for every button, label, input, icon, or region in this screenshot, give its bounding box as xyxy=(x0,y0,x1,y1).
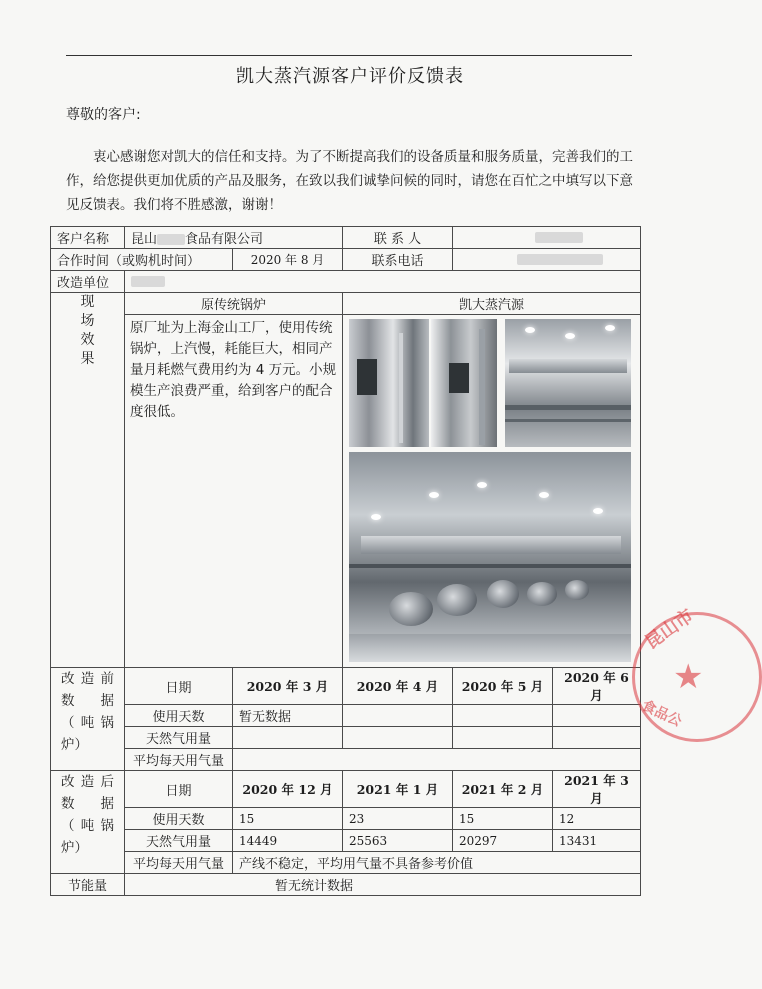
after-days-1: 15 xyxy=(233,808,343,830)
scene-header-row xyxy=(51,293,641,315)
before-days-row xyxy=(51,705,641,727)
customer-name-label: 客户名称 xyxy=(51,227,125,249)
col-original-boiler: 原传统锅炉 xyxy=(125,293,343,315)
savings-value: 暂无统计数据 xyxy=(125,874,641,896)
before-month-2: 2020 年 4 月 xyxy=(343,668,453,705)
before-date-row xyxy=(51,668,641,705)
renovation-unit-value xyxy=(125,271,641,293)
after-month-3: 2021 年 2 月 xyxy=(453,771,553,808)
scene-description: 原厂址为上海金山工厂，使用传统锅炉，上汽慢，耗能巨大，相同产量月耗燃气费用约为 4 万元。小规模生产浪费严重，给到客户的配合度很低。 xyxy=(125,315,343,668)
savings-label: 节能量 xyxy=(51,874,125,896)
after-days-label: 使用天数 xyxy=(125,808,233,830)
before-date-label: 日期 xyxy=(125,668,233,705)
company-seal xyxy=(632,605,762,742)
after-gas-1: 14449 xyxy=(233,830,343,852)
contact-value xyxy=(453,227,641,249)
after-gas-2: 25563 xyxy=(343,830,453,852)
equipment-photo-1 xyxy=(349,319,429,447)
phone-value xyxy=(453,249,641,271)
scene-content-row xyxy=(51,315,641,668)
before-month-4: 2020 年 6 月 xyxy=(553,668,641,705)
before-avg-row xyxy=(51,749,641,771)
page-title: 凯大蒸汽源客户评价反馈表 xyxy=(236,66,464,87)
scene-row-label: 现场效果 xyxy=(51,293,125,668)
after-month-4: 2021 年 3 月 xyxy=(553,771,641,808)
after-date-label: 日期 xyxy=(125,771,233,808)
seal-bottom-text: 食品公 xyxy=(639,697,684,731)
before-days-value: 暂无数据 xyxy=(233,705,343,727)
after-days-4: 12 xyxy=(553,808,641,830)
after-gas-label: 天然气用量 xyxy=(125,830,233,852)
after-section-label: 改造后数据（吨锅炉） xyxy=(51,771,125,874)
scene-photos xyxy=(343,315,641,668)
intro-paragraph: 衷心感谢您对凯大的信任和支持。为了不断提高我们的设备质量和服务质量，完善我们的工作，给您提供更加优质的产品及服务，在致以我们诚挚问候的同时，请您在百忙之中填写以下意见反馈表。我们将不胜感激，谢谢！ xyxy=(66,149,633,213)
redacted-contact xyxy=(535,232,583,243)
renovation-unit-row xyxy=(51,271,641,293)
redacted-text xyxy=(157,234,185,245)
equipment-photo-2 xyxy=(431,319,497,447)
before-month-1: 2020 年 3 月 xyxy=(233,668,343,705)
coop-time-row xyxy=(51,249,641,271)
after-date-row xyxy=(51,771,641,808)
seal-top-text: 昆山市 xyxy=(641,605,698,654)
top-rule xyxy=(66,55,632,56)
steam-kettle-workshop-photo xyxy=(349,452,631,662)
kettle-room-photo xyxy=(505,319,631,447)
after-gas-3: 20297 xyxy=(453,830,553,852)
greeting: 尊敬的客户: xyxy=(66,107,141,123)
customer-name-prefix: 昆山 xyxy=(131,232,158,247)
before-gas-label: 天然气用量 xyxy=(125,727,233,749)
after-avg-note: 产线不稳定，平均用气量不具备参考价值 xyxy=(233,852,641,874)
after-avg-row xyxy=(51,852,641,874)
customer-name-suffix: 食品有限公司 xyxy=(185,232,264,247)
after-avg-label: 平均每天用气量 xyxy=(125,852,233,874)
col-kaida-steam: 凯大蒸汽源 xyxy=(343,293,641,315)
seal-star-icon: ★ xyxy=(673,657,704,697)
before-avg-label: 平均每天用气量 xyxy=(125,749,233,771)
after-month-2: 2021 年 1 月 xyxy=(343,771,453,808)
phone-label: 联系电话 xyxy=(343,249,453,271)
after-days-3: 15 xyxy=(453,808,553,830)
coop-time-label: 合作时间（或购机时间） xyxy=(51,249,233,271)
after-month-1: 2020 年 12 月 xyxy=(233,771,343,808)
customer-name-row xyxy=(51,227,641,249)
after-gas-row xyxy=(51,830,641,852)
feedback-table xyxy=(50,226,641,896)
redacted-unit xyxy=(131,276,165,287)
before-gas-row xyxy=(51,727,641,749)
before-days-label: 使用天数 xyxy=(125,705,233,727)
renovation-unit-label: 改造单位 xyxy=(51,271,125,293)
savings-row xyxy=(51,874,641,896)
customer-name-value xyxy=(125,227,343,249)
contact-label: 联 系 人 xyxy=(343,227,453,249)
after-gas-4: 13431 xyxy=(553,830,641,852)
before-month-3: 2020 年 5 月 xyxy=(453,668,553,705)
redacted-phone xyxy=(517,254,603,265)
after-days-2: 23 xyxy=(343,808,453,830)
after-days-row xyxy=(51,808,641,830)
coop-time-value: 2020 年 8 月 xyxy=(233,249,343,271)
before-section-label: 改造前数据（吨锅炉） xyxy=(51,668,125,771)
